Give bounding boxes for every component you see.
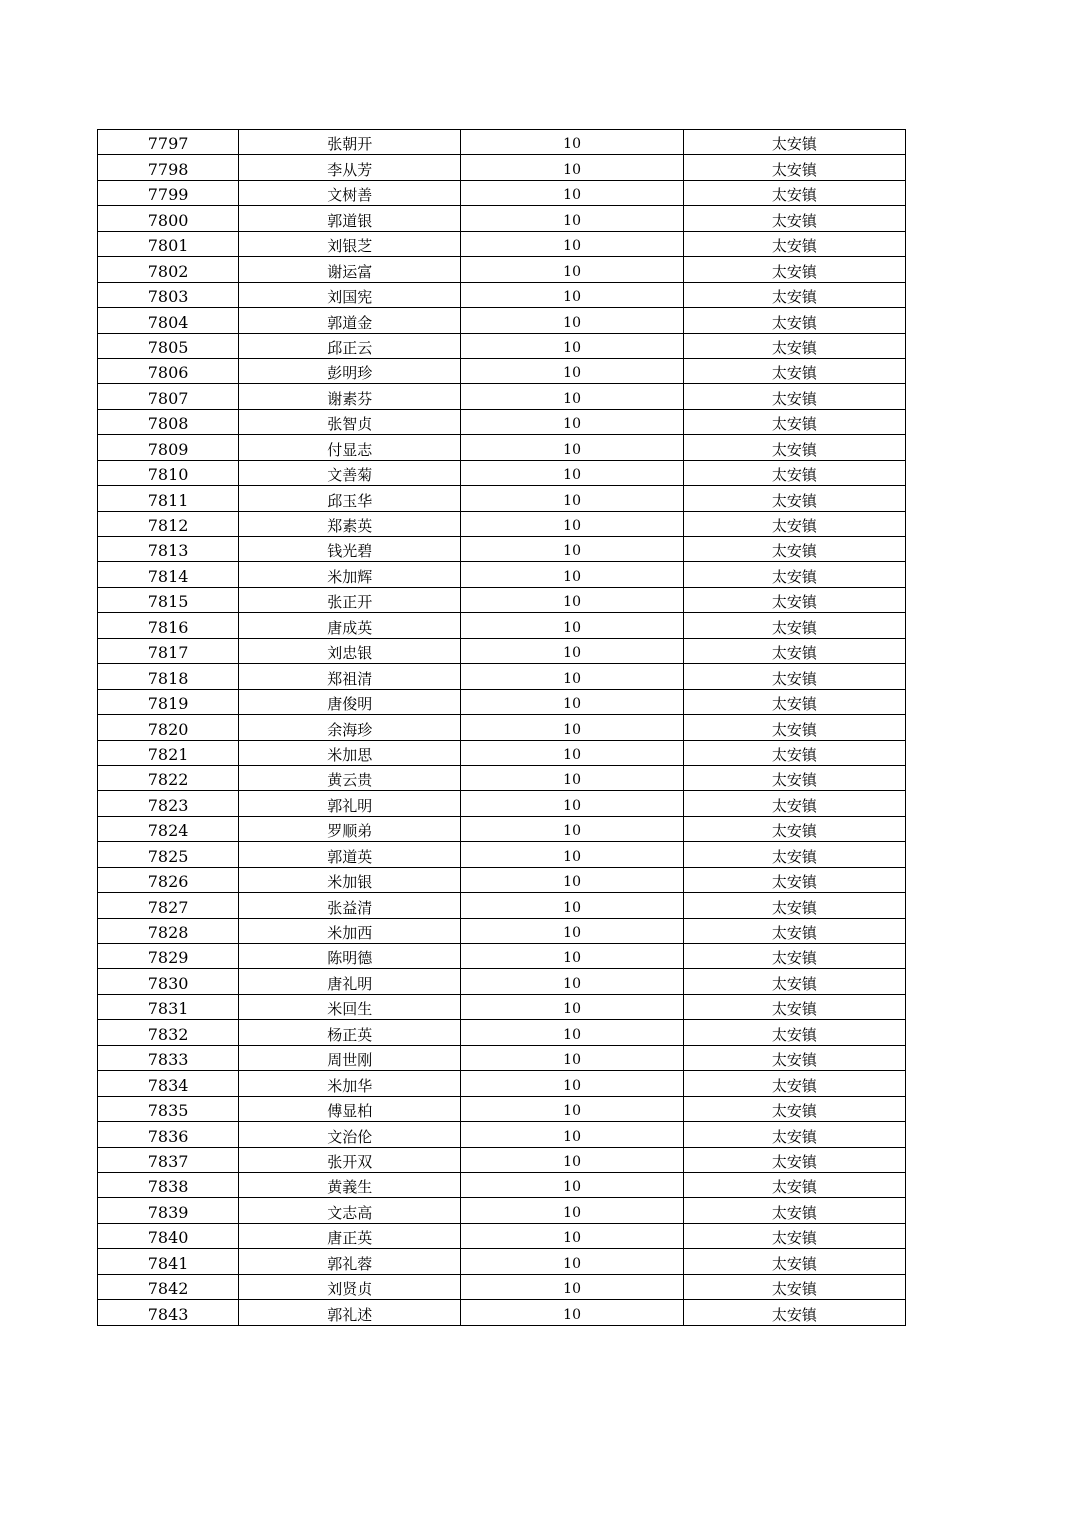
cell-serial-number: 7825 [98,842,239,867]
table-row [98,358,906,383]
cell-serial-number: 7805 [98,333,239,358]
cell-town: 太安镇 [683,1249,905,1274]
table-row [98,613,906,638]
cell-amount: 10 [461,384,683,409]
table-row [98,587,906,612]
cell-amount: 10 [461,1274,683,1299]
cell-serial-number: 7807 [98,384,239,409]
cell-town: 太安镇 [683,918,905,943]
cell-town: 太安镇 [683,409,905,434]
cell-serial-number: 7840 [98,1223,239,1248]
cell-town: 太安镇 [683,435,905,460]
cell-town: 太安镇 [683,994,905,1019]
cell-name: 米加华 [239,1071,461,1096]
cell-serial-number: 7803 [98,282,239,307]
cell-amount: 10 [461,791,683,816]
table-row [98,969,906,994]
cell-name: 余海珍 [239,715,461,740]
cell-amount: 10 [461,842,683,867]
cell-serial-number: 7810 [98,460,239,485]
cell-serial-number: 7798 [98,155,239,180]
table-row [98,155,906,180]
cell-name: 周世刚 [239,1045,461,1070]
cell-town: 太安镇 [683,765,905,790]
cell-serial-number: 7819 [98,689,239,714]
cell-amount: 10 [461,715,683,740]
cell-amount: 10 [461,918,683,943]
cell-serial-number: 7827 [98,893,239,918]
cell-name: 郑素英 [239,511,461,536]
cell-name: 刘银芝 [239,231,461,256]
cell-amount: 10 [461,1147,683,1172]
cell-serial-number: 7833 [98,1045,239,1070]
cell-town: 太安镇 [683,358,905,383]
cell-amount: 10 [461,969,683,994]
cell-serial-number: 7804 [98,308,239,333]
cell-name: 文志高 [239,1198,461,1223]
cell-town: 太安镇 [683,613,905,638]
table-row [98,1020,906,1045]
cell-amount: 10 [461,282,683,307]
cell-serial-number: 7843 [98,1300,239,1325]
cell-town: 太安镇 [683,1223,905,1248]
cell-amount: 10 [461,435,683,460]
cell-name: 付显志 [239,435,461,460]
cell-serial-number: 7802 [98,257,239,282]
cell-amount: 10 [461,257,683,282]
cell-amount: 10 [461,206,683,231]
cell-amount: 10 [461,409,683,434]
table-body [98,130,906,1326]
cell-amount: 10 [461,740,683,765]
cell-amount: 10 [461,1122,683,1147]
cell-serial-number: 7817 [98,638,239,663]
table-row [98,893,906,918]
cell-amount: 10 [461,1172,683,1197]
cell-amount: 10 [461,333,683,358]
cell-amount: 10 [461,1096,683,1121]
cell-serial-number: 7808 [98,409,239,434]
cell-name: 邱正云 [239,333,461,358]
cell-amount: 10 [461,130,683,155]
table-row [98,1274,906,1299]
table-row [98,206,906,231]
table-row [98,1147,906,1172]
table-row [98,1122,906,1147]
cell-amount: 10 [461,180,683,205]
cell-name: 郭道金 [239,308,461,333]
cell-town: 太安镇 [683,384,905,409]
cell-serial-number: 7797 [98,130,239,155]
cell-name: 张正开 [239,587,461,612]
cell-amount: 10 [461,460,683,485]
cell-town: 太安镇 [683,333,905,358]
table-row [98,867,906,892]
cell-name: 米回生 [239,994,461,1019]
cell-serial-number: 7842 [98,1274,239,1299]
table-row [98,308,906,333]
cell-amount: 10 [461,231,683,256]
cell-amount: 10 [461,893,683,918]
cell-amount: 10 [461,1223,683,1248]
cell-name: 张益清 [239,893,461,918]
cell-serial-number: 7820 [98,715,239,740]
cell-amount: 10 [461,308,683,333]
cell-town: 太安镇 [683,282,905,307]
table-row [98,435,906,460]
cell-name: 钱光碧 [239,537,461,562]
table-row [98,944,906,969]
cell-serial-number: 7801 [98,231,239,256]
cell-town: 太安镇 [683,562,905,587]
cell-name: 米加辉 [239,562,461,587]
cell-serial-number: 7826 [98,867,239,892]
cell-name: 唐成英 [239,613,461,638]
cell-serial-number: 7811 [98,486,239,511]
table-row [98,486,906,511]
cell-serial-number: 7822 [98,765,239,790]
cell-town: 太安镇 [683,155,905,180]
cell-amount: 10 [461,358,683,383]
cell-town: 太安镇 [683,130,905,155]
table-row [98,664,906,689]
cell-serial-number: 7834 [98,1071,239,1096]
cell-amount: 10 [461,1300,683,1325]
table-row [98,409,906,434]
cell-town: 太安镇 [683,638,905,663]
cell-amount: 10 [461,1045,683,1070]
cell-serial-number: 7814 [98,562,239,587]
cell-town: 太安镇 [683,1172,905,1197]
cell-name: 郭道英 [239,842,461,867]
cell-town: 太安镇 [683,842,905,867]
cell-serial-number: 7799 [98,180,239,205]
cell-amount: 10 [461,1020,683,1045]
cell-serial-number: 7828 [98,918,239,943]
cell-town: 太安镇 [683,969,905,994]
cell-serial-number: 7836 [98,1122,239,1147]
cell-name: 黄云贵 [239,765,461,790]
cell-amount: 10 [461,944,683,969]
cell-town: 太安镇 [683,944,905,969]
cell-serial-number: 7838 [98,1172,239,1197]
table-row [98,1223,906,1248]
cell-name: 刘国宪 [239,282,461,307]
cell-name: 张朝开 [239,130,461,155]
table-row [98,511,906,536]
cell-name: 罗顺弟 [239,816,461,841]
cell-town: 太安镇 [683,1122,905,1147]
cell-name: 文善菊 [239,460,461,485]
cell-serial-number: 7816 [98,613,239,638]
table-row [98,1045,906,1070]
cell-serial-number: 7812 [98,511,239,536]
table-row [98,231,906,256]
cell-town: 太安镇 [683,1020,905,1045]
cell-town: 太安镇 [683,1198,905,1223]
cell-serial-number: 7815 [98,587,239,612]
cell-name: 唐正英 [239,1223,461,1248]
cell-town: 太安镇 [683,206,905,231]
cell-town: 太安镇 [683,180,905,205]
table-row [98,715,906,740]
table-row [98,384,906,409]
cell-amount: 10 [461,562,683,587]
table-row [98,180,906,205]
table-row [98,282,906,307]
cell-amount: 10 [461,1249,683,1274]
cell-town: 太安镇 [683,1147,905,1172]
table-row [98,740,906,765]
cell-town: 太安镇 [683,308,905,333]
cell-town: 太安镇 [683,791,905,816]
cell-town: 太安镇 [683,1071,905,1096]
cell-name: 郭礼述 [239,1300,461,1325]
cell-name: 陈明德 [239,944,461,969]
table-row [98,1071,906,1096]
cell-name: 谢运富 [239,257,461,282]
table-row [98,537,906,562]
cell-name: 米加思 [239,740,461,765]
cell-name: 刘忠银 [239,638,461,663]
cell-serial-number: 7818 [98,664,239,689]
cell-serial-number: 7832 [98,1020,239,1045]
cell-name: 郭礼明 [239,791,461,816]
table-row [98,562,906,587]
cell-town: 太安镇 [683,1096,905,1121]
cell-name: 李从芳 [239,155,461,180]
cell-town: 太安镇 [683,1274,905,1299]
cell-town: 太安镇 [683,1300,905,1325]
cell-serial-number: 7830 [98,969,239,994]
cell-name: 刘贤贞 [239,1274,461,1299]
cell-town: 太安镇 [683,867,905,892]
cell-town: 太安镇 [683,664,905,689]
cell-amount: 10 [461,689,683,714]
cell-town: 太安镇 [683,460,905,485]
cell-serial-number: 7841 [98,1249,239,1274]
table-row [98,842,906,867]
cell-name: 文治伦 [239,1122,461,1147]
table-row [98,689,906,714]
table-row [98,257,906,282]
cell-amount: 10 [461,486,683,511]
cell-name: 张智贞 [239,409,461,434]
cell-town: 太安镇 [683,715,905,740]
cell-amount: 10 [461,994,683,1019]
cell-town: 太安镇 [683,257,905,282]
cell-town: 太安镇 [683,740,905,765]
cell-name: 黄義生 [239,1172,461,1197]
cell-town: 太安镇 [683,689,905,714]
cell-serial-number: 7823 [98,791,239,816]
cell-amount: 10 [461,765,683,790]
cell-town: 太安镇 [683,1045,905,1070]
cell-name: 邱玉华 [239,486,461,511]
table-row [98,765,906,790]
cell-name: 米加西 [239,918,461,943]
table-row [98,1172,906,1197]
cell-serial-number: 7821 [98,740,239,765]
cell-amount: 10 [461,1198,683,1223]
cell-name: 谢素芬 [239,384,461,409]
cell-amount: 10 [461,155,683,180]
cell-serial-number: 7839 [98,1198,239,1223]
cell-town: 太安镇 [683,893,905,918]
table-row [98,1249,906,1274]
cell-name: 彭明珍 [239,358,461,383]
cell-serial-number: 7809 [98,435,239,460]
cell-name: 张开双 [239,1147,461,1172]
cell-town: 太安镇 [683,511,905,536]
data-table [97,129,906,1326]
table-row [98,791,906,816]
cell-name: 唐俊明 [239,689,461,714]
table-row [98,333,906,358]
cell-name: 唐礼明 [239,969,461,994]
cell-town: 太安镇 [683,486,905,511]
cell-amount: 10 [461,816,683,841]
cell-amount: 10 [461,587,683,612]
cell-town: 太安镇 [683,816,905,841]
table-row [98,816,906,841]
table-row [98,130,906,155]
table-row [98,918,906,943]
cell-town: 太安镇 [683,587,905,612]
table-row [98,1300,906,1325]
table-row [98,1096,906,1121]
cell-amount: 10 [461,511,683,536]
cell-amount: 10 [461,1071,683,1096]
cell-serial-number: 7824 [98,816,239,841]
cell-name: 文树善 [239,180,461,205]
cell-town: 太安镇 [683,231,905,256]
cell-name: 郭礼蓉 [239,1249,461,1274]
table-row [98,1198,906,1223]
cell-amount: 10 [461,867,683,892]
table-row [98,460,906,485]
cell-name: 傅显柏 [239,1096,461,1121]
table-row [98,994,906,1019]
cell-serial-number: 7837 [98,1147,239,1172]
cell-amount: 10 [461,638,683,663]
cell-name: 郑祖清 [239,664,461,689]
cell-name: 杨正英 [239,1020,461,1045]
cell-serial-number: 7813 [98,537,239,562]
cell-town: 太安镇 [683,537,905,562]
cell-amount: 10 [461,664,683,689]
cell-serial-number: 7835 [98,1096,239,1121]
cell-name: 郭道银 [239,206,461,231]
cell-serial-number: 7831 [98,994,239,1019]
cell-serial-number: 7829 [98,944,239,969]
cell-serial-number: 7800 [98,206,239,231]
cell-serial-number: 7806 [98,358,239,383]
cell-amount: 10 [461,537,683,562]
cell-name: 米加银 [239,867,461,892]
cell-amount: 10 [461,613,683,638]
table-row [98,638,906,663]
